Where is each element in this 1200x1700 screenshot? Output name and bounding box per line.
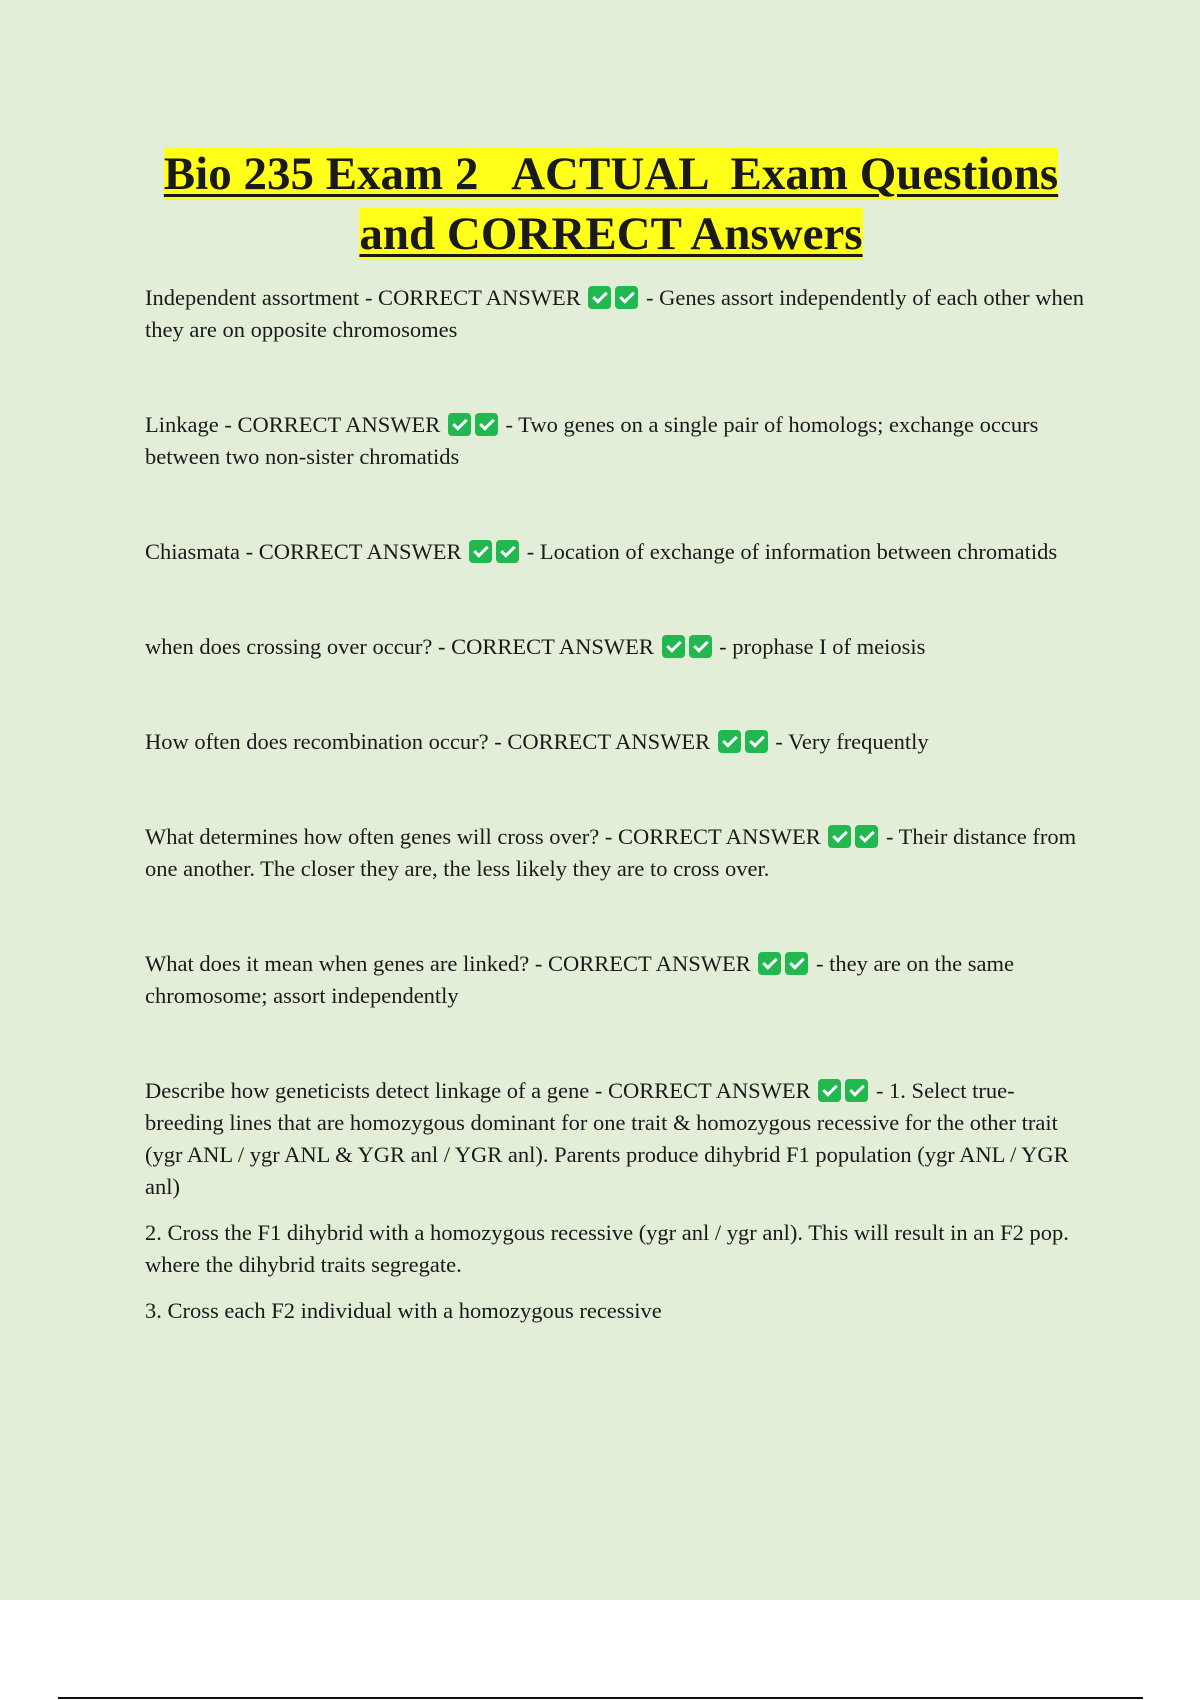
- check-mark-icon: [758, 952, 781, 975]
- question-text: Independent assortment: [145, 285, 360, 310]
- page-title: [140, 144, 1082, 264]
- correct-answer-label: - CORRECT ANSWER: [218, 412, 441, 437]
- check-mark-icon: [588, 286, 611, 309]
- qa-item: [145, 948, 1085, 1012]
- qa-item: [145, 631, 1085, 663]
- check-mark-icon: [689, 635, 712, 658]
- qa-item: [145, 282, 1085, 346]
- qa-item: [145, 536, 1085, 568]
- answer-text: - Very frequently: [775, 729, 929, 754]
- footer-divider: [58, 1697, 1143, 1699]
- qa-list: [145, 282, 1085, 1327]
- qa-item: [145, 1075, 1085, 1203]
- answer-text: - Genes assort independently of each other when they are on opposite chromosomes: [145, 285, 1085, 342]
- continuation-step: 2. Cross the F1 dihybrid with a homozygous recessive (ygr anl / ygr anl). This will result in an F2 pop. where the dihybrid traits segregate.: [145, 1220, 1069, 1277]
- check-mark-icon: [718, 730, 741, 753]
- continuation-step: 3. Cross each F2 individual with a homozygous recessive: [145, 1298, 662, 1323]
- qa-item: [145, 726, 1085, 758]
- check-mark-icon: [855, 825, 878, 848]
- check-mark-icon: [845, 1079, 868, 1102]
- correct-answer-label: - CORRECT ANSWER: [488, 729, 711, 754]
- qa-item: [145, 821, 1085, 885]
- question-text: Describe how geneticists detect linkage of a gene: [145, 1078, 590, 1103]
- question-text: What determines how often genes will cross over?: [145, 824, 600, 849]
- answer-text: - prophase I of meiosis: [719, 634, 926, 659]
- question-text: Linkage: [145, 412, 219, 437]
- question-text: How often does recombination occur?: [145, 729, 489, 754]
- check-mark-icon: [469, 540, 492, 563]
- check-mark-icon: [662, 635, 685, 658]
- correct-answer-label: - CORRECT ANSWER: [359, 285, 581, 310]
- qa-item: [145, 409, 1085, 473]
- question-text: Chiasmata: [145, 539, 240, 564]
- check-mark-icon: [615, 286, 638, 309]
- question-text: when does crossing over occur?: [145, 634, 433, 659]
- question-text: What does it mean when genes are linked?: [145, 951, 530, 976]
- correct-answer-label: - CORRECT ANSWER: [529, 951, 751, 976]
- answer-text: - Location of exchange of information between chromatids: [526, 539, 1058, 564]
- title-line-2: and CORRECT Answers: [359, 208, 863, 260]
- check-mark-icon: [475, 413, 498, 436]
- answer-text: - Their distance from one another. The closer they are, the less likely they are to cross over.: [145, 824, 1077, 881]
- answer-text: - Two genes on a single pair of homologs; exchange occurs between two non-sister chromatids: [145, 412, 1039, 469]
- answer-text: - 1. Select true-breeding lines that are homozygous dominant for one trait & homozygous recessive for the other trait (ygr ANL / ygr ANL & YGR anl / YGR anl). Parents produce dihybrid F1 population (ygr ANL / YGR anl): [145, 1078, 1069, 1199]
- check-mark-icon: [448, 413, 471, 436]
- check-mark-icon: [785, 952, 808, 975]
- check-mark-icon: [828, 825, 851, 848]
- correct-answer-label: - CORRECT ANSWER: [239, 539, 462, 564]
- correct-answer-label: - CORRECT ANSWER: [599, 824, 821, 849]
- check-mark-icon: [818, 1079, 841, 1102]
- check-mark-icon: [496, 540, 519, 563]
- correct-answer-label: - CORRECT ANSWER: [589, 1078, 811, 1103]
- check-mark-icon: [745, 730, 768, 753]
- title-line-1: Bio 235 Exam 2 ACTUAL Exam Questions: [163, 148, 1059, 200]
- correct-answer-label: - CORRECT ANSWER: [432, 634, 654, 659]
- answer-text: - they are on the same chromosome; assort independently: [145, 951, 1015, 1008]
